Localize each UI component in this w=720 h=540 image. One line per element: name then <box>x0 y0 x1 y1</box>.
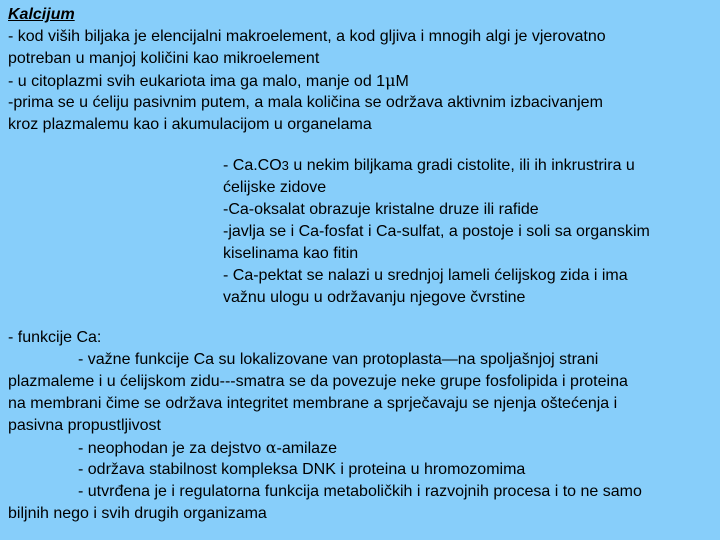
indented-line-1 <box>223 155 635 177</box>
functions-line-3: na membrani čime se održava integritet membrane a sprječavaju se njenja oštećenja i <box>8 395 618 412</box>
functions-heading: - funkcije Ca: <box>8 329 102 346</box>
formula-prefix: - Ca.CO <box>223 157 282 174</box>
functions-line-1: - važne funkcije Ca su lokalizovane van protoplasta—na spoljašnjoj strani <box>78 351 599 368</box>
indented-line-1-rest: u nekim biljkama gradi cistolite, ili ih inkrustrira u <box>288 157 635 174</box>
functions-line-8: biljnih nego i svih drugih organizama <box>8 505 267 522</box>
functions-line-6: - održava stabilnost kompleksa DNK i proteina u hromozomima <box>78 461 526 478</box>
indented-line-3: -Ca-oksalat obrazuje kristalne druze ili rafide <box>223 201 539 218</box>
intro-line-2: potreban u manjoj količini kao mikroelement <box>8 50 320 67</box>
micro-symbol: μ <box>385 71 396 90</box>
indented-line-6: - Ca-pektat se nalazi u srednjoj lameli ćelijskog zida i ima <box>223 267 628 284</box>
intro-line-1: - kod viših biljaka je elencijalni makroelement, a kod gljiva i mnogih algi je vjerovatno <box>8 28 606 45</box>
functions-line-7: - utvrđena je i regulatorna funkcija metaboličkih i razvojnih procesa i to ne samo <box>78 483 642 500</box>
slide-title: Kalcijum <box>8 6 75 23</box>
indented-line-2: ćelijske zidove <box>223 179 327 196</box>
intro-line-3-text: - u citoplazmi svih eukariota ima ga malo, manje od 1 <box>8 73 386 90</box>
functions-line-4: pasivna propustljivost <box>8 417 161 434</box>
formula-subscript: 3 <box>281 158 289 173</box>
intro-line-5: kroz plazmalemu kao i akumulacijom u organelama <box>8 116 372 133</box>
functions-line-2: plazmaleme i u ćelijskom zidu---smatra se da povezuje neke grupe fosfolipida i proteina <box>8 373 628 390</box>
functions-line-5-text: - neophodan je za dejstvo <box>78 440 266 457</box>
intro-line-4: -prima se u ćeliju pasivnim putem, a mala količina se održava aktivnim izbacivanjem <box>8 94 603 111</box>
indented-line-5: kiselinama kao fitin <box>223 245 359 262</box>
alpha-symbol: α <box>265 438 277 457</box>
indented-line-7: važnu ulogu u održavanju njegove čvrstine <box>223 289 526 306</box>
intro-unit: M <box>395 73 409 90</box>
indented-line-4: -javlja se i Ca-fosfat i Ca-sulfat, a postoje i soli sa organskim <box>223 223 650 240</box>
alpha-suffix: -amilaze <box>276 440 337 457</box>
intro-line-3 <box>8 70 409 93</box>
functions-line-5 <box>78 437 337 460</box>
